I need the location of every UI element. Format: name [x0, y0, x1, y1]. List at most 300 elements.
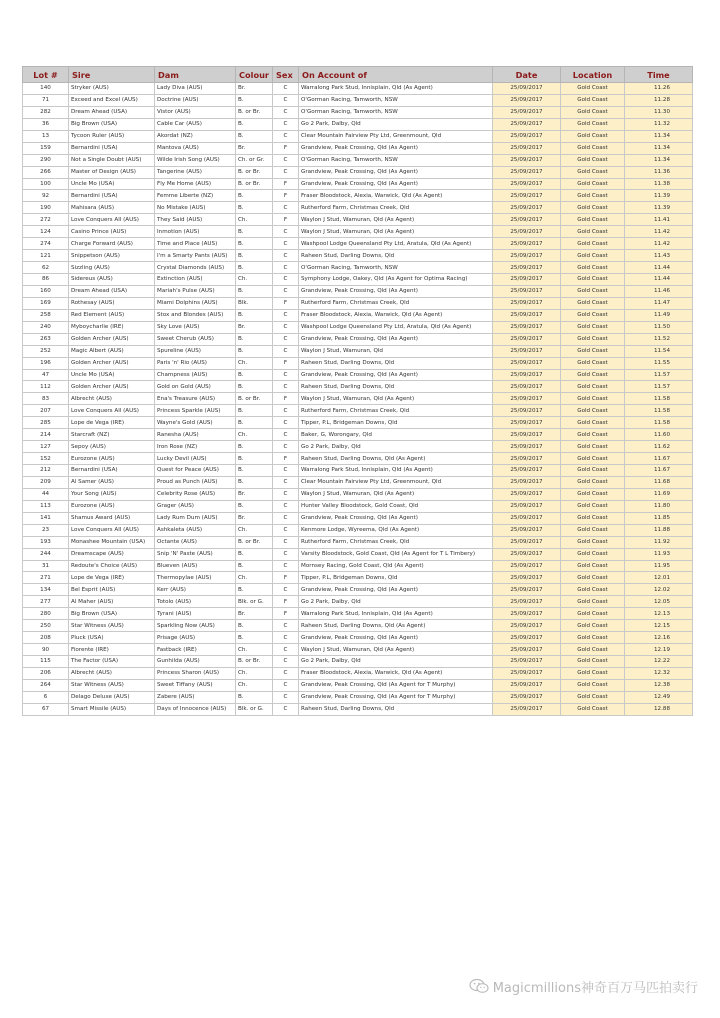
cell-account: Waylon J Stud, Wamuran, Qld (As Agent) — [299, 214, 493, 226]
cell-location: Gold Coast — [561, 667, 625, 679]
cell-time: 11.28 — [625, 94, 693, 106]
cell-dam: Wilde Irish Song (AUS) — [155, 154, 236, 166]
cell-dam: Fly Me Home (AUS) — [155, 178, 236, 190]
cell-time: 11.95 — [625, 560, 693, 572]
cell-date: 25/09/2017 — [493, 584, 561, 596]
cell-colour: Ch. — [236, 357, 273, 369]
cell-location: Gold Coast — [561, 417, 625, 429]
cell-time: 11.85 — [625, 512, 693, 524]
cell-date: 25/09/2017 — [493, 274, 561, 286]
cell-colour: B. — [236, 226, 273, 238]
cell-account: Waylon J Stud, Wamuran, Qld (As Agent) — [299, 393, 493, 405]
cell-dam: Cable Car (AUS) — [155, 118, 236, 130]
cell-date: 25/09/2017 — [493, 190, 561, 202]
cell-account: Raheen Stud, Darling Downs, Qld — [299, 703, 493, 715]
table-row — [23, 393, 693, 405]
cell-location: Gold Coast — [561, 656, 625, 668]
cell-colour: B. — [236, 560, 273, 572]
table-row — [23, 106, 693, 118]
cell-sire: Tycoon Ruler (AUS) — [69, 130, 155, 142]
cell-date: 25/09/2017 — [493, 572, 561, 584]
cell-lot: 212 — [23, 465, 69, 477]
cell-sire: Monashee Mountain (USA) — [69, 536, 155, 548]
cell-colour: Br. — [236, 321, 273, 333]
cell-lot: 115 — [23, 656, 69, 668]
cell-colour: Ch. — [236, 214, 273, 226]
cell-account: Grandview, Peak Crossing, Qld (As Agent) — [299, 584, 493, 596]
cell-sire: The Factor (USA) — [69, 656, 155, 668]
cell-sire: Mahisara (AUS) — [69, 202, 155, 214]
cell-sire: Love Conquers All (AUS) — [69, 214, 155, 226]
table-row — [23, 596, 693, 608]
table-row — [23, 667, 693, 679]
cell-location: Gold Coast — [561, 166, 625, 178]
cell-dam: Lucky Devil (AUS) — [155, 453, 236, 465]
cell-dam: Crystal Diamonds (AUS) — [155, 262, 236, 274]
cell-colour: B. — [236, 476, 273, 488]
cell-sire: Pluck (USA) — [69, 632, 155, 644]
cell-time: 11.38 — [625, 178, 693, 190]
cell-account: O'Gorman Racing, Tamworth, NSW — [299, 154, 493, 166]
table-row — [23, 369, 693, 381]
cell-dam: Inmotion (AUS) — [155, 226, 236, 238]
cell-account: Raheen Stud, Darling Downs, Qld — [299, 381, 493, 393]
cell-dam: I'm a Smarty Pants (AUS) — [155, 250, 236, 262]
cell-colour: Blk. or G. — [236, 703, 273, 715]
cell-sire: Albrecht (AUS) — [69, 667, 155, 679]
cell-date: 25/09/2017 — [493, 250, 561, 262]
cell-location: Gold Coast — [561, 94, 625, 106]
cell-location: Gold Coast — [561, 214, 625, 226]
cell-dam: No Mistake (AUS) — [155, 202, 236, 214]
watermark-text: Magicmillions神奇百万马匹拍卖行 — [492, 980, 698, 996]
cell-time: 11.26 — [625, 83, 693, 95]
cell-date: 25/09/2017 — [493, 417, 561, 429]
cell-sex: C — [273, 130, 299, 142]
cell-sex: F — [273, 357, 299, 369]
table-row — [23, 238, 693, 250]
cell-sire: Big Brown (USA) — [69, 118, 155, 130]
cell-time: 11.88 — [625, 524, 693, 536]
cell-lot: 140 — [23, 83, 69, 95]
cell-dam: Zabere (AUS) — [155, 691, 236, 703]
table-row — [23, 357, 693, 369]
table-row — [23, 250, 693, 262]
cell-time: 11.55 — [625, 357, 693, 369]
cell-time: 12.19 — [625, 644, 693, 656]
cell-account: Raheen Stud, Darling Downs, Qld (As Agent) — [299, 453, 493, 465]
cell-lot: 31 — [23, 560, 69, 572]
cell-colour: Br. — [236, 488, 273, 500]
col-header-account: On Account of — [299, 67, 493, 83]
cell-account: Tipper, P.L, Bridgeman Downs, Qld — [299, 572, 493, 584]
cell-sire: Dream Ahead (USA) — [69, 106, 155, 118]
cell-sire: Love Conquers All (AUS) — [69, 405, 155, 417]
cell-account: Symphony Lodge, Oakey, Qld (As Agent for Optima Racing) — [299, 274, 493, 286]
cell-date: 25/09/2017 — [493, 297, 561, 309]
table-row — [23, 262, 693, 274]
cell-account: Warralong Park Stud, Innisplain, Qld (As Agent) — [299, 465, 493, 477]
cell-dam: Tyrani (AUS) — [155, 608, 236, 620]
cell-time: 11.34 — [625, 130, 693, 142]
cell-account: Rutherford Farm, Christmas Creek, Qld — [299, 297, 493, 309]
cell-sire: Albrecht (AUS) — [69, 393, 155, 405]
cell-date: 25/09/2017 — [493, 381, 561, 393]
cell-sex: F — [273, 178, 299, 190]
cell-account: Grandview, Peak Crossing, Qld (As Agent for T Murphy) — [299, 691, 493, 703]
cell-lot: 206 — [23, 667, 69, 679]
cell-time: 11.32 — [625, 118, 693, 130]
cell-lot: 277 — [23, 596, 69, 608]
table-row — [23, 691, 693, 703]
table-row — [23, 441, 693, 453]
cell-time: 12.02 — [625, 584, 693, 596]
cell-colour: Ch. — [236, 524, 273, 536]
cell-account: Go 2 Park, Dalby, Qld — [299, 118, 493, 130]
col-header-location: Location — [561, 67, 625, 83]
cell-sex: C — [273, 106, 299, 118]
cell-sex: C — [273, 524, 299, 536]
cell-dam: Extinction (AUS) — [155, 274, 236, 286]
cell-sire: Magic Albert (AUS) — [69, 345, 155, 357]
cell-date: 25/09/2017 — [493, 130, 561, 142]
cell-dam: Ashkaleta (AUS) — [155, 524, 236, 536]
cell-colour: Ch. — [236, 572, 273, 584]
cell-colour: B. — [236, 285, 273, 297]
cell-location: Gold Coast — [561, 297, 625, 309]
cell-lot: 127 — [23, 441, 69, 453]
cell-lot: 92 — [23, 190, 69, 202]
cell-time: 11.34 — [625, 154, 693, 166]
cell-location: Gold Coast — [561, 476, 625, 488]
table-row — [23, 202, 693, 214]
cell-lot: 169 — [23, 297, 69, 309]
cell-date: 25/09/2017 — [493, 512, 561, 524]
cell-date: 25/09/2017 — [493, 393, 561, 405]
cell-time: 11.44 — [625, 262, 693, 274]
cell-sex: C — [273, 285, 299, 297]
cell-date: 25/09/2017 — [493, 596, 561, 608]
cell-dam: Miami Dolphins (AUS) — [155, 297, 236, 309]
cell-sex: C — [273, 381, 299, 393]
table-header-row — [23, 67, 693, 83]
cell-dam: Snip 'N' Paste (AUS) — [155, 548, 236, 560]
cell-colour: B. — [236, 345, 273, 357]
cell-lot: 159 — [23, 142, 69, 154]
table-row — [23, 297, 693, 309]
cell-sex: F — [273, 142, 299, 154]
cell-time: 11.60 — [625, 429, 693, 441]
cell-date: 25/09/2017 — [493, 106, 561, 118]
cell-location: Gold Coast — [561, 321, 625, 333]
cell-account: Washpool Lodge Queensland Pty Ltd, Aratula, Qld (As Agent) — [299, 321, 493, 333]
cell-colour: Ch. — [236, 274, 273, 286]
cell-colour: B. — [236, 405, 273, 417]
cell-account: Raheen Stud, Darling Downs, Qld (As Agent) — [299, 620, 493, 632]
col-header-sex: Sex — [273, 67, 299, 83]
cell-lot: 252 — [23, 345, 69, 357]
cell-lot: 36 — [23, 118, 69, 130]
cell-date: 25/09/2017 — [493, 500, 561, 512]
col-header-dam: Dam — [155, 67, 236, 83]
cell-time: 11.58 — [625, 405, 693, 417]
cell-colour: B. — [236, 500, 273, 512]
cell-colour: B. — [236, 453, 273, 465]
cell-lot: 44 — [23, 488, 69, 500]
cell-time: 12.38 — [625, 679, 693, 691]
cell-time: 11.57 — [625, 369, 693, 381]
cell-account: Go 2 Park, Dalby, Qld — [299, 441, 493, 453]
cell-date: 25/09/2017 — [493, 691, 561, 703]
cell-time: 11.93 — [625, 548, 693, 560]
cell-time: 12.32 — [625, 667, 693, 679]
cell-dam: Gold on Gold (AUS) — [155, 381, 236, 393]
cell-lot: 13 — [23, 130, 69, 142]
cell-dam: Stox and Blondes (AUS) — [155, 309, 236, 321]
cell-date: 25/09/2017 — [493, 632, 561, 644]
cell-sire: Sizzling (AUS) — [69, 262, 155, 274]
cell-colour: B. — [236, 465, 273, 477]
cell-sex: C — [273, 548, 299, 560]
table-row — [23, 178, 693, 190]
cell-lot: 290 — [23, 154, 69, 166]
cell-colour: Br. — [236, 83, 273, 95]
cell-account: Waylon J Stud, Wamuran, Qld (As Agent) — [299, 644, 493, 656]
cell-dam: Spureline (AUS) — [155, 345, 236, 357]
table-row — [23, 453, 693, 465]
cell-sire: Casino Prince (AUS) — [69, 226, 155, 238]
cell-sire: Al Samer (AUS) — [69, 476, 155, 488]
cell-location: Gold Coast — [561, 238, 625, 250]
cell-account: Tipper, P.L, Bridgeman Downs, Qld — [299, 417, 493, 429]
cell-lot: 62 — [23, 262, 69, 274]
cell-dam: Lady Rum Dum (AUS) — [155, 512, 236, 524]
cell-date: 25/09/2017 — [493, 476, 561, 488]
cell-dam: Lady Diva (AUS) — [155, 83, 236, 95]
cell-colour: B. or Br. — [236, 536, 273, 548]
cell-sire: Golden Archer (AUS) — [69, 381, 155, 393]
cell-date: 25/09/2017 — [493, 488, 561, 500]
cell-sex: C — [273, 226, 299, 238]
cell-dam: Prisage (AUS) — [155, 632, 236, 644]
cell-account: Rutherford Farm, Christmas Creek, Qld — [299, 405, 493, 417]
cell-colour: B. — [236, 190, 273, 202]
cell-account: Baker, G, Worongary, Qld — [299, 429, 493, 441]
cell-sex: F — [273, 190, 299, 202]
cell-sire: Red Element (AUS) — [69, 309, 155, 321]
cell-date: 25/09/2017 — [493, 178, 561, 190]
cell-time: 11.34 — [625, 142, 693, 154]
cell-lot: 100 — [23, 178, 69, 190]
cell-date: 25/09/2017 — [493, 405, 561, 417]
cell-account: Rutherford Farm, Christmas Creek, Qld — [299, 202, 493, 214]
col-header-colour: Colour — [236, 67, 273, 83]
cell-lot: 266 — [23, 166, 69, 178]
cell-location: Gold Coast — [561, 142, 625, 154]
cell-colour: Blk. — [236, 297, 273, 309]
cell-date: 25/09/2017 — [493, 166, 561, 178]
table-row — [23, 321, 693, 333]
cell-lot: 71 — [23, 94, 69, 106]
sales-results-sheet — [22, 66, 692, 716]
table-row — [23, 548, 693, 560]
cell-dam: Sparkling Now (AUS) — [155, 620, 236, 632]
cell-sex: C — [273, 620, 299, 632]
cell-sex: C — [273, 262, 299, 274]
table-row — [23, 154, 693, 166]
cell-sex: C — [273, 656, 299, 668]
cell-time: 11.42 — [625, 226, 693, 238]
cell-time: 12.22 — [625, 656, 693, 668]
cell-colour: B. — [236, 94, 273, 106]
cell-time: 11.58 — [625, 417, 693, 429]
cell-sex: C — [273, 465, 299, 477]
cell-dam: Celebrity Rose (AUS) — [155, 488, 236, 500]
cell-sex: C — [273, 703, 299, 715]
cell-sire: Star Witness (AUS) — [69, 679, 155, 691]
cell-time: 11.57 — [625, 381, 693, 393]
cell-colour: B. or Br. — [236, 178, 273, 190]
cell-dam: Sweet Tiffany (AUS) — [155, 679, 236, 691]
cell-account: O'Gorman Racing, Tamworth, NSW — [299, 106, 493, 118]
table-row — [23, 333, 693, 345]
cell-sire: Love Conquers All (AUS) — [69, 524, 155, 536]
cell-time: 11.54 — [625, 345, 693, 357]
cell-sex: C — [273, 488, 299, 500]
cell-date: 25/09/2017 — [493, 345, 561, 357]
cell-dam: Days of Innocence (AUS) — [155, 703, 236, 715]
cell-dam: Princess Sparkle (AUS) — [155, 405, 236, 417]
cell-sex: C — [273, 333, 299, 345]
cell-time: 11.80 — [625, 500, 693, 512]
table-row — [23, 417, 693, 429]
cell-dam: Kerr (AUS) — [155, 584, 236, 596]
cell-date: 25/09/2017 — [493, 524, 561, 536]
cell-lot: 67 — [23, 703, 69, 715]
cell-lot: 263 — [23, 333, 69, 345]
cell-colour: Ch. — [236, 679, 273, 691]
table-row — [23, 476, 693, 488]
cell-time: 11.36 — [625, 166, 693, 178]
cell-sire: Lope de Vega (IRE) — [69, 417, 155, 429]
cell-lot: 258 — [23, 309, 69, 321]
table-row — [23, 166, 693, 178]
cell-sire: Bel Esprit (AUS) — [69, 584, 155, 596]
cell-lot: 285 — [23, 417, 69, 429]
cell-dam: Ena's Treasure (AUS) — [155, 393, 236, 405]
cell-lot: 244 — [23, 548, 69, 560]
cell-dam: Tangerine (AUS) — [155, 166, 236, 178]
cell-colour: B. — [236, 118, 273, 130]
cell-lot: 280 — [23, 608, 69, 620]
cell-lot: 207 — [23, 405, 69, 417]
cell-sex: C — [273, 250, 299, 262]
cell-sire: Sidereus (AUS) — [69, 274, 155, 286]
cell-sire: Smart Missile (AUS) — [69, 703, 155, 715]
cell-sire: Sepoy (AUS) — [69, 441, 155, 453]
cell-colour: B. — [236, 381, 273, 393]
cell-account: Hunter Valley Bloodstock, Gold Coast, Qld — [299, 500, 493, 512]
cell-location: Gold Coast — [561, 488, 625, 500]
cell-sex: C — [273, 202, 299, 214]
cell-location: Gold Coast — [561, 572, 625, 584]
cell-time: 11.39 — [625, 202, 693, 214]
cell-colour: B. — [236, 250, 273, 262]
table-row — [23, 405, 693, 417]
cell-location: Gold Coast — [561, 524, 625, 536]
table-row — [23, 381, 693, 393]
cell-sex: C — [273, 429, 299, 441]
cell-colour: B. — [236, 632, 273, 644]
cell-dam: Paris 'n' Rio (AUS) — [155, 357, 236, 369]
cell-sire: Bernardini (USA) — [69, 190, 155, 202]
cell-time: 11.50 — [625, 321, 693, 333]
cell-sire: Eurozone (AUS) — [69, 500, 155, 512]
cell-sex: C — [273, 512, 299, 524]
cell-sex: C — [273, 417, 299, 429]
cell-sex: C — [273, 679, 299, 691]
cell-lot: 112 — [23, 381, 69, 393]
table-row — [23, 309, 693, 321]
cell-location: Gold Coast — [561, 429, 625, 441]
table-row — [23, 83, 693, 95]
cell-location: Gold Coast — [561, 178, 625, 190]
cell-sex: C — [273, 667, 299, 679]
cell-colour: B. — [236, 130, 273, 142]
cell-sex: C — [273, 632, 299, 644]
cell-date: 25/09/2017 — [493, 441, 561, 453]
cell-dam: Iron Rose (NZ) — [155, 441, 236, 453]
cell-colour: Br. — [236, 608, 273, 620]
results-table — [22, 66, 693, 716]
cell-account: Go 2 Park, Dalby, Qld — [299, 596, 493, 608]
cell-sex: C — [273, 94, 299, 106]
cell-time: 12.15 — [625, 620, 693, 632]
cell-sex: C — [273, 560, 299, 572]
cell-location: Gold Coast — [561, 584, 625, 596]
col-header-date: Date — [493, 67, 561, 83]
cell-account: Fraser Bloodstock, Alexia, Warwick, Qld (As Agent) — [299, 190, 493, 202]
cell-colour: Ch. — [236, 644, 273, 656]
cell-lot: 152 — [23, 453, 69, 465]
cell-time: 11.67 — [625, 465, 693, 477]
table-row — [23, 285, 693, 297]
cell-location: Gold Coast — [561, 441, 625, 453]
cell-account: Waylon J Stud, Wamuran, Qld — [299, 345, 493, 357]
cell-lot: 6 — [23, 691, 69, 703]
cell-lot: 121 — [23, 250, 69, 262]
cell-account: O'Gorman Racing, Tamworth, NSW — [299, 262, 493, 274]
cell-colour: B. — [236, 417, 273, 429]
cell-lot: 274 — [23, 238, 69, 250]
cell-date: 25/09/2017 — [493, 465, 561, 477]
cell-colour: B. — [236, 441, 273, 453]
cell-time: 11.46 — [625, 285, 693, 297]
cell-date: 25/09/2017 — [493, 83, 561, 95]
col-header-sire: Sire — [69, 67, 155, 83]
cell-dam: Sweet Cherub (AUS) — [155, 333, 236, 345]
cell-date: 25/09/2017 — [493, 679, 561, 691]
cell-sire: Delago Deluxe (AUS) — [69, 691, 155, 703]
cell-account: Grandview, Peak Crossing, Qld (As Agent) — [299, 166, 493, 178]
cell-account: Grandview, Peak Crossing, Qld (As Agent) — [299, 632, 493, 644]
cell-account: Rutherford Farm, Christmas Creek, Qld — [299, 536, 493, 548]
cell-sex: C — [273, 584, 299, 596]
cell-sire: Golden Archer (AUS) — [69, 357, 155, 369]
cell-time: 12.01 — [625, 572, 693, 584]
cell-sire: Starcraft (NZ) — [69, 429, 155, 441]
table-row — [23, 226, 693, 238]
